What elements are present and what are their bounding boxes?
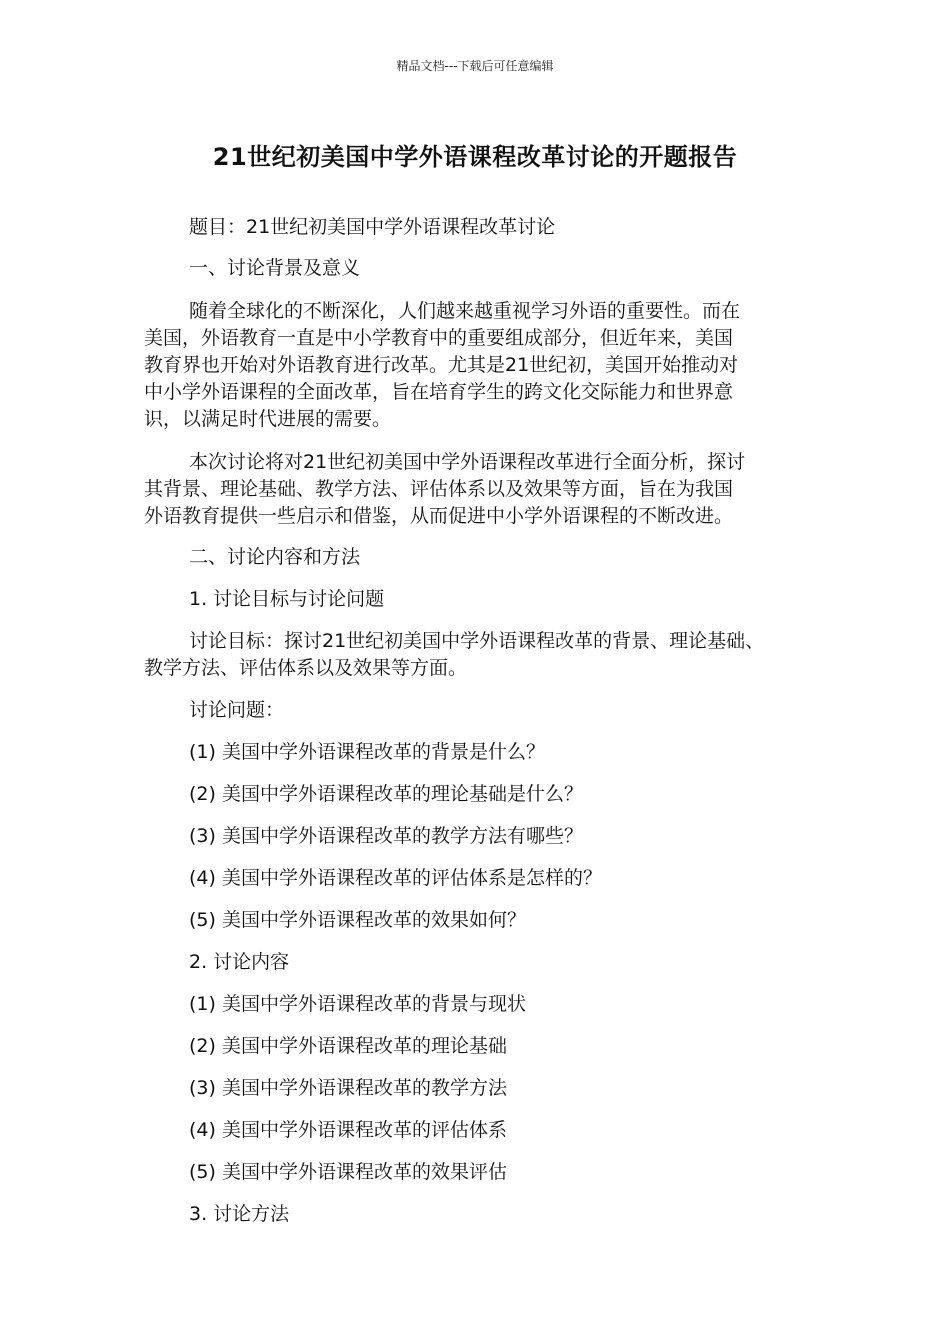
- paragraph-background: [144, 298, 824, 433]
- content-item: (1) 美国中学外语课程改革的背景与现状: [189, 993, 526, 1015]
- content-item: (2) 美国中学外语课程改革的理论基础: [189, 1035, 507, 1057]
- content-item: (4) 美国中学外语课程改革的评估体系: [189, 1119, 507, 1141]
- question-item: (5) 美国中学外语课程改革的效果如何？: [189, 909, 526, 931]
- question-item: (2) 美国中学外语课程改革的理论基础是什么？: [189, 783, 583, 805]
- paragraph-line: 教育界也开始对外语教育进行改革。尤其是21世纪初，美国开始推动对: [144, 354, 739, 376]
- content-item: (5) 美国中学外语课程改革的效果评估: [189, 1161, 507, 1183]
- header-note: 精品文档---下载后可任意编辑: [396, 59, 554, 73]
- subsection-2-heading: 2. 讨论内容: [189, 951, 290, 973]
- paragraph-line: 美国，外语教育一直是中小学教育中的重要组成部分，但近年来，美国: [144, 327, 734, 349]
- section-1-heading: 一、讨论背景及意义: [189, 257, 361, 279]
- question-item: (3) 美国中学外语课程改革的教学方法有哪些？: [189, 825, 583, 847]
- question-item: (1) 美国中学外语课程改革的背景是什么？: [189, 741, 545, 763]
- subsection-3-heading: 3. 讨论方法: [189, 1203, 290, 1225]
- document-title: 21世纪初美国中学外语课程改革讨论的开题报告: [212, 143, 738, 171]
- paragraph-line: 教学方法、评估体系以及效果等方面。: [144, 657, 468, 679]
- paragraph-line: 讨论目标：探讨21世纪初美国中学外语课程改革的背景、理论基础、: [189, 630, 765, 652]
- subject-line: 题目：21世纪初美国中学外语课程改革讨论: [189, 216, 556, 238]
- paragraph-line: 外语教育提供一些启示和借鉴，从而促进中小学外语课程的不断改进。: [144, 505, 734, 527]
- paragraph-purpose: [144, 449, 824, 530]
- paragraph-line: 中小学外语课程的全面改革，旨在培育学生的跨文化交际能力和世界意: [144, 381, 734, 403]
- section-2-heading: 二、讨论内容和方法: [189, 546, 361, 568]
- paragraph-line: 其背景、理论基础、教学方法、评估体系以及效果等方面，旨在为我国: [144, 478, 734, 500]
- question-item: (4) 美国中学外语课程改革的评估体系是怎样的？: [189, 867, 602, 889]
- questions-label: 讨论问题：: [189, 699, 285, 721]
- document-body: [144, 214, 824, 1228]
- paragraph-goal: [144, 628, 824, 682]
- paragraph-line: 识，以满足时代进展的需要。: [144, 408, 392, 430]
- subsection-1-heading: 1. 讨论目标与讨论问题: [189, 588, 385, 610]
- paragraph-line: 本次讨论将对21世纪初美国中学外语课程改革进行全面分析，探讨: [189, 451, 746, 473]
- content-item: (3) 美国中学外语课程改革的教学方法: [189, 1077, 507, 1099]
- paragraph-line: 随着全球化的不断深化，人们越来越重视学习外语的重要性。而在: [189, 300, 741, 322]
